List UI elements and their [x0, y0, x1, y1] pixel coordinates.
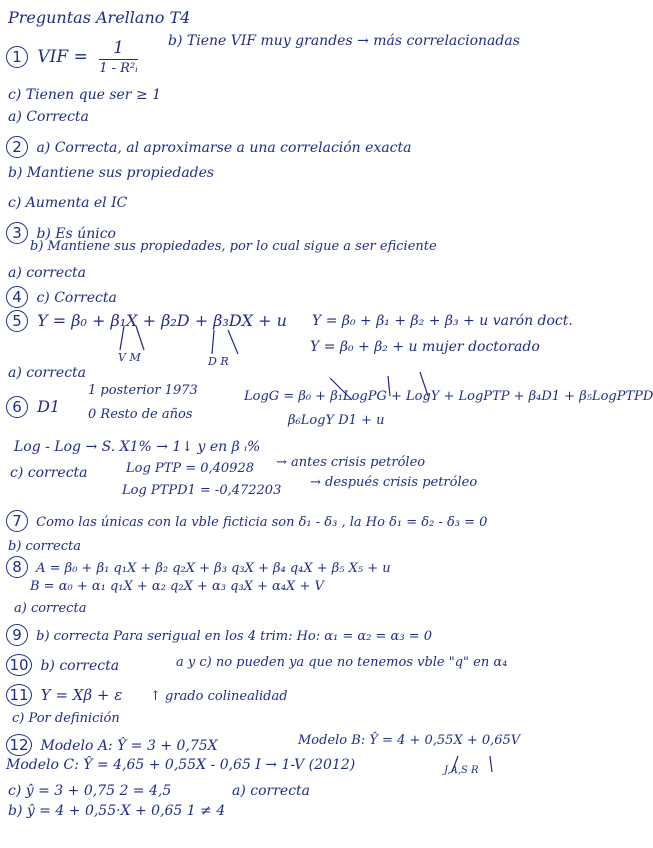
q6-value-2-note: → después crisis petróleo — [310, 475, 478, 490]
question-number: 2 — [6, 136, 28, 158]
arrow-v — [120, 326, 124, 350]
question-number: 6 — [6, 396, 28, 418]
q2-answer-a: a) Correcta, al aproximarse a una correlación exacta — [36, 140, 412, 156]
q1-answer-c: c) Tienen que ser ≥ 1 — [8, 87, 162, 103]
q12-answer-b: b) ŷ = 4 + 0,55·X + 0,65 1 ≠ 4 — [8, 803, 226, 819]
q6-option-1: 1 posterior 1973 — [88, 383, 198, 398]
q6-option-2: 0 Resto de años — [88, 407, 193, 422]
q5-result-1: Y = β₀ + β₁ + β₂ + β₃ + u varón doct. — [312, 313, 573, 329]
arrow-r — [228, 330, 238, 354]
q12-labels-b: J,A,S R — [444, 765, 479, 776]
arrow-b3 — [420, 372, 428, 396]
question-number: 12 — [6, 734, 32, 756]
q5-answer-a: a) correcta — [8, 365, 87, 381]
arrow-jas — [452, 756, 458, 772]
page-title: Preguntas Arellano T4 — [8, 8, 191, 27]
question-number: 9 — [6, 624, 28, 646]
arrow-d — [212, 330, 214, 354]
q6-value-1-note: → antes crisis petróleo — [276, 455, 426, 470]
q11-answer-c: c) Por definición — [12, 711, 120, 726]
q8-answer-a: a) correcta — [14, 601, 87, 616]
q6-loglog: Log - Log → S. X1% → 1↓ y en β ᵢ% — [14, 439, 261, 455]
q4-answer-c: c) Correcta — [36, 290, 117, 306]
q10-text: b) correcta — [40, 658, 120, 674]
q8-equation-a: A = β₀ + β₁ q₁X + β₂ q₂X + β₃ q₃X + β₄ q₄X + β₅ X₅ + u — [36, 561, 391, 576]
vif-label: VIF = — [37, 47, 88, 67]
question-number: 3 — [6, 222, 28, 244]
vif-numerator: 1 — [99, 40, 138, 60]
question-number: 7 — [6, 510, 28, 532]
q11-equation: Y = Xβ + ε — [40, 686, 123, 704]
vif-denominator: 1 - R²ᵢ — [99, 61, 138, 76]
q12-model-b: Modelo B: Ŷ = 4 + 0,55X + 0,65V — [298, 733, 521, 748]
q12-answer-a: a) correcta — [232, 783, 311, 799]
q3-answer-b2: b) Mantiene sus propiedades, por lo cual sigue a ser eficiente — [30, 239, 437, 254]
arrow-b2 — [388, 376, 390, 396]
q7-text: Como las únicas con la vble ficticia son δ₁ - δ₃ , la Ho δ₁ = δ₂ - δ₃ = 0 — [36, 515, 488, 530]
q12-answer-c: c) ŷ = 3 + 0,75 2 = 4,5 — [8, 783, 172, 799]
question-number: 4 — [6, 286, 28, 308]
q6-model-2: β₆LogY D1 + u — [288, 413, 385, 428]
q8-equation-b: B = α₀ + α₁ q₁X + α₂ q₂X + α₃ q₃X + α₄X + V — [30, 579, 324, 594]
q3-answer-a: a) correcta — [8, 265, 87, 281]
question-number: 1 — [6, 46, 28, 68]
q5-equation: Y = β₀ + β₁X + β₂D + β₃DX + u — [37, 311, 287, 330]
q3-answer-b: b) Es único — [36, 226, 116, 242]
question-number: 11 — [6, 684, 32, 706]
q2-answer-c: c) Aumenta el IC — [8, 195, 128, 211]
q7-answer-b: b) correcta — [8, 539, 82, 554]
question-number: 10 — [6, 654, 32, 676]
q5-result-2: Y = β₀ + β₂ + u mujer doctorado — [310, 339, 540, 355]
q6-value-2: Log PTPD1 = -0,472203 — [122, 483, 282, 498]
q5-labels-right: D R — [208, 355, 229, 368]
q2-answer-b: b) Mantiene sus propiedades — [8, 165, 215, 181]
q9-text: b) correcta Para serigual en los 4 trim: Ho: α₁ = α₂ = α₃ = 0 — [36, 629, 432, 644]
q12-model-c: Modelo C: Ŷ = 4,65 + 0,55X - 0,65 I → 1-V (2012) — [6, 757, 356, 773]
q6-model-1: LogG = β₀ + β₁LogPG + LogY + LogPTP + β₄D1 + β₅LogPTPD — [244, 389, 653, 404]
arrow-r2 — [490, 756, 492, 772]
q6-answer-c: c) correcta — [10, 465, 88, 481]
q11-note: ↑ grado colinealidad — [150, 689, 288, 704]
q1-answer-b: b) Tiene VIF muy grandes → más correlacionadas — [168, 33, 520, 49]
q10-note: a y c) no pueden ya que no tenemos vble "q" en α₄ — [176, 655, 508, 670]
q6-value-1: Log PTP = 0,40928 — [126, 461, 254, 476]
q5-labels-left: V M — [118, 351, 141, 364]
q6-d1: D1 — [37, 397, 61, 416]
question-number: 8 — [6, 556, 28, 578]
q1-answer-a: a) Correcta — [8, 109, 89, 125]
q12-model-a: Modelo A: Ŷ = 3 + 0,75X — [40, 738, 218, 754]
question-number: 5 — [6, 310, 28, 332]
arrow-b1 — [330, 378, 352, 400]
arrow-m — [136, 326, 144, 350]
